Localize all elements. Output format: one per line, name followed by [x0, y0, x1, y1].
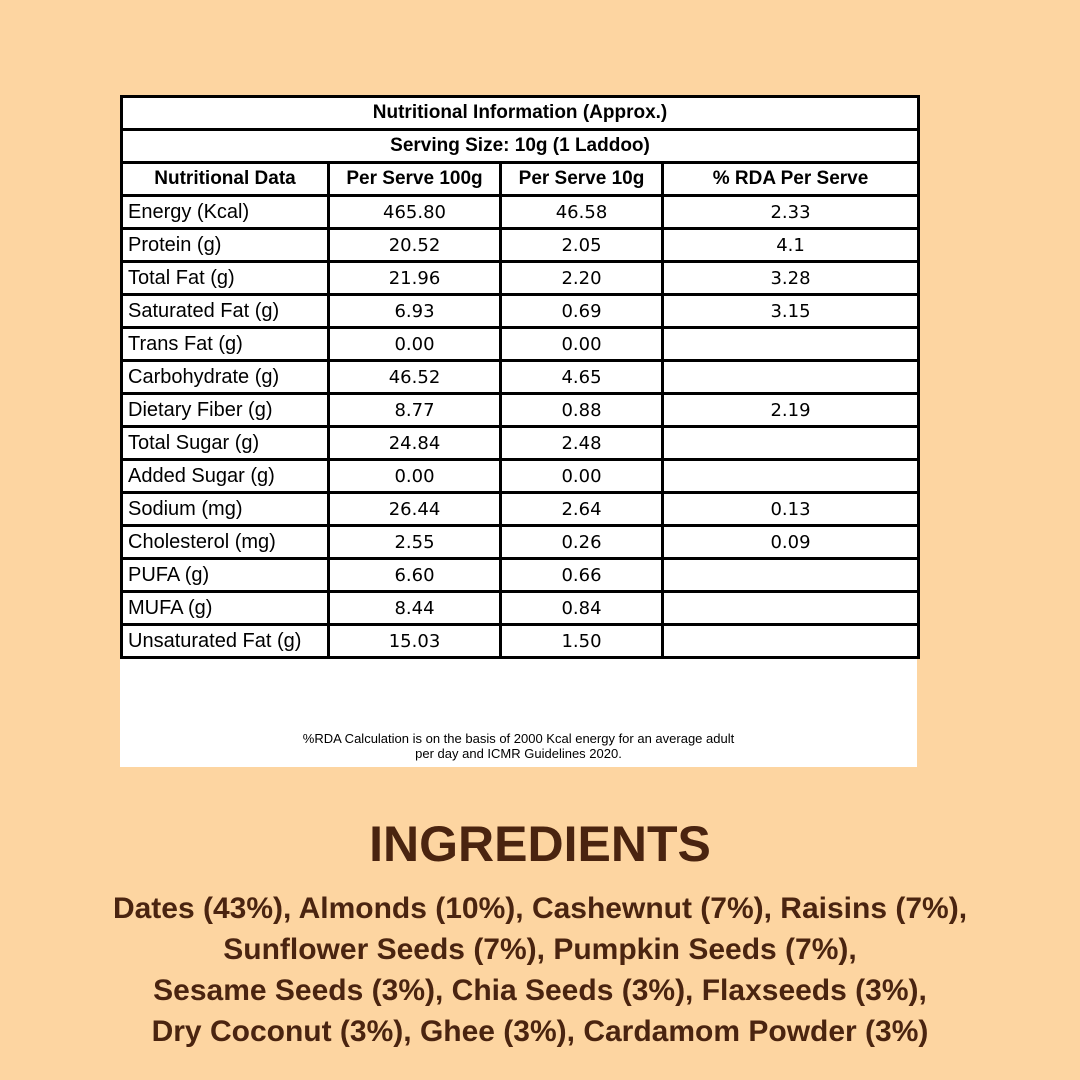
per-10g-value: 0.69 — [501, 295, 663, 328]
table-row — [122, 460, 919, 493]
nutrient-name: MUFA (g) — [122, 592, 329, 625]
rda-value — [663, 460, 919, 493]
per-10g-value: 0.00 — [501, 328, 663, 361]
per-10g-value: 2.05 — [501, 229, 663, 262]
per-10g-value: 0.26 — [501, 526, 663, 559]
ingredients-title: INGREDIENTS — [369, 816, 711, 872]
per-10g-value: 4.65 — [501, 361, 663, 394]
table-row — [122, 328, 919, 361]
serving-size: Serving Size: 10g (1 Laddoo) — [122, 130, 919, 163]
rda-value — [663, 427, 919, 460]
table-title-row — [122, 97, 919, 130]
per-10g-value: 2.48 — [501, 427, 663, 460]
per-100g-value: 465.80 — [329, 196, 501, 229]
per-10g-value: 0.88 — [501, 394, 663, 427]
nutrient-name: Protein (g) — [122, 229, 329, 262]
table-row — [122, 295, 919, 328]
rda-value — [663, 625, 919, 658]
per-100g-value: 6.93 — [329, 295, 501, 328]
header-per-serve-10g: Per Serve 10g — [501, 163, 663, 196]
header-per-serve-100g: Per Serve 100g — [329, 163, 501, 196]
rda-footnote — [120, 731, 917, 761]
nutrient-name: Unsaturated Fat (g) — [122, 625, 329, 658]
nutrient-name: Sodium (mg) — [122, 493, 329, 526]
ingredients-line: Dry Coconut (3%), Ghee (3%), Cardamom Powder (3%) — [151, 1015, 929, 1048]
per-100g-value: 0.00 — [329, 328, 501, 361]
rda-value — [663, 361, 919, 394]
table-row — [122, 493, 919, 526]
nutrient-name: Dietary Fiber (g) — [122, 394, 329, 427]
per-100g-value: 46.52 — [329, 361, 501, 394]
rda-value: 3.28 — [663, 262, 919, 295]
header-rda-per-serve: % RDA Per Serve — [663, 163, 919, 196]
header-nutritional-data: Nutritional Data — [122, 163, 329, 196]
footnote-line: %RDA Calculation is on the basis of 2000 Kcal energy for an average adult — [302, 731, 735, 746]
per-10g-value: 46.58 — [501, 196, 663, 229]
per-100g-value: 24.84 — [329, 427, 501, 460]
per-100g-value: 8.77 — [329, 394, 501, 427]
ingredients-list — [0, 888, 1080, 1052]
table-row — [122, 625, 919, 658]
per-100g-value: 0.00 — [329, 460, 501, 493]
nutrient-name: Added Sugar (g) — [122, 460, 329, 493]
per-10g-value: 0.84 — [501, 592, 663, 625]
nutrient-name: Cholesterol (mg) — [122, 526, 329, 559]
table-row — [122, 592, 919, 625]
rda-value — [663, 592, 919, 625]
rda-value — [663, 559, 919, 592]
nutrient-name: Total Fat (g) — [122, 262, 329, 295]
rda-value: 0.13 — [663, 493, 919, 526]
rda-value: 4.1 — [663, 229, 919, 262]
nutrient-name: Total Sugar (g) — [122, 427, 329, 460]
rda-value — [663, 328, 919, 361]
table-row — [122, 229, 919, 262]
nutrient-name: Energy (Kcal) — [122, 196, 329, 229]
nutrient-name: PUFA (g) — [122, 559, 329, 592]
per-100g-value: 15.03 — [329, 625, 501, 658]
ingredients-line: Sesame Seeds (3%), Chia Seeds (3%), Flaxseeds (3%), — [153, 974, 927, 1007]
per-10g-value: 0.66 — [501, 559, 663, 592]
ingredients-line: Dates (43%), Almonds (10%), Cashewnut (7%), Raisins (7%), — [112, 892, 968, 925]
table-row — [122, 427, 919, 460]
per-100g-value: 2.55 — [329, 526, 501, 559]
table-row — [122, 394, 919, 427]
footnote-line: per day and ICMR Guidelines 2020. — [415, 746, 622, 761]
per-100g-value: 8.44 — [329, 592, 501, 625]
rda-value: 2.19 — [663, 394, 919, 427]
per-10g-value: 0.00 — [501, 460, 663, 493]
per-10g-value: 2.20 — [501, 262, 663, 295]
table-row — [122, 559, 919, 592]
nutrient-name: Carbohydrate (g) — [122, 361, 329, 394]
nutrient-name: Trans Fat (g) — [122, 328, 329, 361]
table-title: Nutritional Information (Approx.) — [122, 97, 919, 130]
table-row — [122, 196, 919, 229]
per-100g-value: 26.44 — [329, 493, 501, 526]
per-10g-value: 2.64 — [501, 493, 663, 526]
rda-value: 2.33 — [663, 196, 919, 229]
rda-value: 0.09 — [663, 526, 919, 559]
table-row — [122, 361, 919, 394]
ingredients-line: Sunflower Seeds (7%), Pumpkin Seeds (7%), — [223, 933, 857, 966]
per-100g-value: 6.60 — [329, 559, 501, 592]
table-row — [122, 526, 919, 559]
table-header-row — [122, 163, 919, 196]
serving-size-row — [122, 130, 919, 163]
nutrient-name: Saturated Fat (g) — [122, 295, 329, 328]
per-100g-value: 21.96 — [329, 262, 501, 295]
per-100g-value: 20.52 — [329, 229, 501, 262]
nutrition-table — [120, 95, 920, 659]
table-row — [122, 262, 919, 295]
rda-value: 3.15 — [663, 295, 919, 328]
per-10g-value: 1.50 — [501, 625, 663, 658]
nutrition-panel — [120, 95, 917, 767]
